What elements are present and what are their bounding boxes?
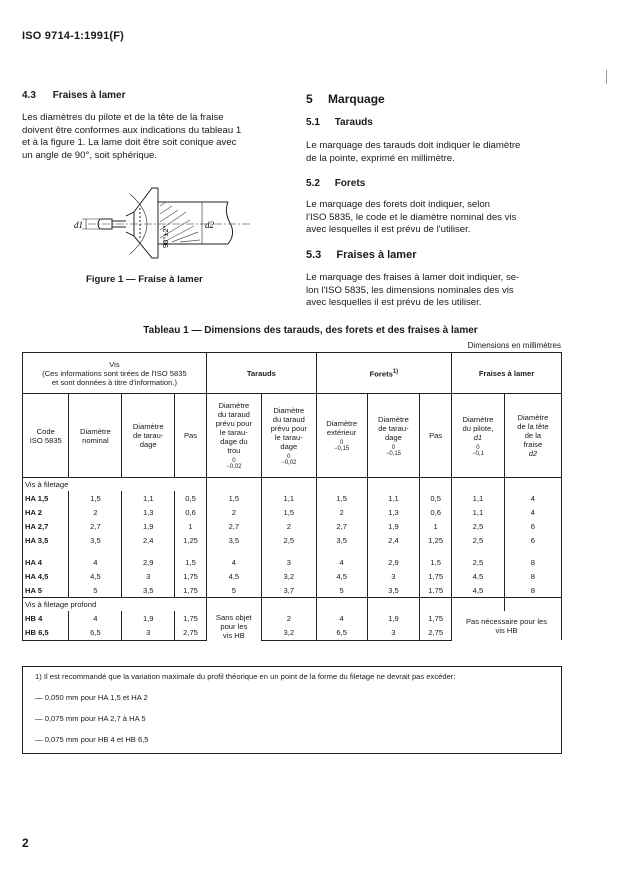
- cell: 1,1: [122, 491, 175, 505]
- cell: 2: [261, 611, 316, 625]
- cell: 1,3: [122, 505, 175, 519]
- para-line: avec lesquelles il est prévu de l'utiliser.: [306, 224, 471, 235]
- col-foret-taraudage: [367, 394, 420, 478]
- vis-note: et sont données à titre d'information.): [51, 377, 178, 387]
- cell: 6,5: [316, 625, 367, 640]
- cell: 2,7: [206, 519, 261, 533]
- label-angle: 90°±2°: [161, 225, 170, 248]
- hdr-line: de tarau-: [378, 423, 409, 433]
- para-line: l'ISO 5835, le code et le diamètre nominal des vis: [306, 211, 517, 223]
- cell-code: HA 1,5: [23, 491, 69, 505]
- table-row: [23, 583, 562, 598]
- cell: 3,2: [261, 569, 316, 583]
- hdr-line: du pilote,: [462, 423, 494, 433]
- para-line: lon l'ISO 5835, les dimensions nominales des vis: [306, 284, 514, 296]
- section-number: 5: [306, 92, 313, 106]
- cell: 4: [316, 611, 367, 625]
- section-5-3-heading: [306, 249, 416, 261]
- para-line: et à la figure 1. La lame doit être soit conique avec: [22, 137, 237, 148]
- section-5-1-paragraph: [306, 140, 560, 165]
- tol-upper: 0: [476, 444, 480, 451]
- hdr-line: prévu pour: [270, 423, 307, 433]
- section-4-3-heading: [22, 90, 126, 101]
- hdr-line: de la: [524, 431, 542, 440]
- section-5-1-heading: [306, 117, 373, 128]
- hdr-line: Diamètre: [79, 426, 111, 436]
- cell: 1,75: [420, 611, 452, 625]
- section-title: Tarauds: [334, 117, 373, 128]
- cell: 0,6: [175, 505, 207, 519]
- cell: 1,5: [316, 491, 367, 505]
- tolerance: [281, 454, 296, 466]
- hdr-line: prévu pour: [215, 419, 253, 428]
- hdr-line: dage: [139, 440, 157, 449]
- col-pas: Pas: [175, 394, 207, 478]
- cell: 8: [504, 555, 561, 569]
- section-row: [23, 598, 562, 612]
- tol-upper: 0: [287, 453, 291, 460]
- cell: 4,5: [69, 569, 122, 583]
- cell: 1,3: [367, 505, 420, 519]
- forets-group-header: [316, 353, 451, 394]
- hdr-line: Diamètre: [326, 419, 358, 428]
- cell-code: HA 4,5: [23, 569, 69, 583]
- margin-mark: [606, 70, 607, 84]
- table-row: [23, 533, 562, 547]
- cell: 2,7: [316, 519, 367, 533]
- cell: 2,9: [367, 555, 420, 569]
- cell: 1,1: [367, 491, 420, 505]
- footnote-line: — 0,075 mm pour HA 2,7 à HA 5: [35, 714, 146, 723]
- tolerance: [226, 458, 241, 470]
- table-row: [23, 491, 562, 505]
- cell: 1,9: [367, 611, 420, 625]
- pas-necessaire-cell: [452, 611, 562, 640]
- para-line: Les diamètres du pilote et de la tête de la fraise: [22, 112, 224, 123]
- tol-upper: 0: [339, 440, 344, 446]
- col-foret-pas: Pas: [420, 394, 452, 478]
- col-tete: [504, 394, 561, 478]
- table-row: [23, 555, 562, 569]
- section-5-2-heading: [306, 178, 365, 189]
- section-number: 5.3: [306, 249, 322, 261]
- hdr-line: du taraud: [272, 414, 305, 424]
- cell: 4: [69, 611, 122, 625]
- cell-code: HB 4: [23, 611, 69, 625]
- note-line: Sans objet: [215, 613, 252, 622]
- cell: 1,75: [420, 569, 452, 583]
- col-foret-exterieur: [316, 394, 367, 478]
- page-number: 2: [22, 836, 29, 850]
- cell: 3,5: [206, 533, 261, 547]
- section-5-2-paragraph: [306, 199, 560, 237]
- cell-code: HA 2,7: [23, 519, 69, 533]
- cell: 4: [69, 555, 122, 569]
- cell-code: HA 3,5: [23, 533, 69, 547]
- para-line: Le marquage des tarauds doit indiquer le diamètre: [306, 140, 521, 151]
- cell: 6: [504, 533, 561, 547]
- cell: 4: [504, 505, 561, 519]
- footnote-ref: 1): [392, 368, 399, 375]
- section-number: 4.3: [22, 90, 36, 101]
- hdr-line: trou: [227, 446, 241, 455]
- cell: 4,5: [452, 569, 505, 583]
- cell: 2,5: [452, 533, 505, 547]
- cell: 1,1: [261, 491, 316, 505]
- cell: 4,5: [206, 569, 261, 583]
- spacer-row: [23, 547, 562, 555]
- cell: 2,5: [261, 533, 316, 547]
- cell: 1,1: [452, 505, 505, 519]
- cell: 4: [316, 555, 367, 569]
- hdr-line: fraise: [523, 440, 543, 449]
- cell-code: HA 4: [23, 555, 69, 569]
- cell: 3,7: [261, 583, 316, 598]
- tol-upper: 0: [232, 458, 236, 464]
- cell: 3,5: [316, 533, 367, 547]
- hdr-line: nominal: [82, 435, 109, 445]
- cell: 2,5: [452, 519, 505, 533]
- cell: 1,75: [175, 611, 207, 625]
- col-pilote: [452, 394, 505, 478]
- cell: 2: [261, 519, 316, 533]
- hdr-line: de tarau-: [133, 431, 164, 440]
- cell: 4: [206, 555, 261, 569]
- cell: 5: [206, 583, 261, 598]
- cell: 1,9: [367, 519, 420, 533]
- cell: 3,5: [122, 583, 175, 598]
- cell: 0,5: [175, 491, 207, 505]
- figure-caption: Figure 1 — Fraise à lamer: [86, 274, 203, 285]
- tarauds-group-header: Tarauds: [206, 353, 316, 394]
- section-label: Vis à filetage profond: [23, 598, 207, 612]
- hdr-line: Diamètre: [517, 413, 549, 422]
- column-header-row: [23, 394, 562, 478]
- cell: 3: [367, 625, 420, 640]
- cell: 4: [504, 491, 561, 505]
- tolerance: [472, 445, 484, 457]
- cell: 1,5: [206, 491, 261, 505]
- cell: 3: [367, 569, 420, 583]
- para-line: avec lesquelles il est prévu de les utiliser.: [306, 297, 482, 308]
- vis-title: Vis: [109, 359, 120, 369]
- table-units: Dimensions en millimètres: [467, 341, 561, 350]
- vis-note: (Ces informations sont tirées de l'ISO 5835: [42, 368, 187, 378]
- col-taraud: [261, 394, 316, 478]
- hdr-line: de la tête: [517, 422, 549, 431]
- cell: 3: [122, 569, 175, 583]
- tol-lower: −0,02: [226, 464, 242, 470]
- tol-upper: 0: [391, 444, 396, 451]
- cell: 3,5: [367, 583, 420, 598]
- section-number: 5.1: [306, 117, 320, 128]
- table-row: [23, 519, 562, 533]
- hdr-line: dage du: [220, 437, 248, 446]
- cell: 4,5: [316, 569, 367, 583]
- tol-lower: −0,1: [472, 450, 484, 457]
- note-line: Pas nécessaire pour les: [465, 616, 548, 626]
- cell: 2: [206, 505, 261, 519]
- hdr-line: Code: [36, 426, 55, 436]
- hdr-line: Diamètre: [273, 405, 305, 415]
- tolerance: [386, 445, 401, 457]
- tol-lower: −0,15: [385, 450, 401, 457]
- cell: 2,75: [420, 625, 452, 640]
- para-line: doivent être conformes aux indications du tableau 1: [22, 124, 242, 136]
- col-nominal: [69, 394, 122, 478]
- cell: 2,5: [452, 555, 505, 569]
- cell: 2,75: [175, 625, 207, 640]
- cell: 2,9: [122, 555, 175, 569]
- cell: 1,9: [122, 611, 175, 625]
- cell: 8: [504, 569, 561, 583]
- vis-group-header: [23, 353, 207, 394]
- cell: 1,75: [175, 569, 207, 583]
- tol-lower: −0,15: [334, 446, 350, 452]
- cell: 3,5: [69, 533, 122, 547]
- cell: 1,25: [175, 533, 207, 547]
- cell: 1: [420, 519, 452, 533]
- para-line: Le marquage des fraises à lamer doit indiquer, se-: [306, 272, 520, 283]
- table-row: [23, 569, 562, 583]
- hdr-line: ISO 5835: [29, 435, 62, 445]
- hdr-line: d1: [473, 432, 483, 442]
- hdr-line: extérieur: [326, 428, 357, 437]
- hdr-line: dage: [280, 441, 298, 451]
- section-number: 5.2: [306, 178, 320, 189]
- cell: 1,9: [122, 519, 175, 533]
- sans-objet-cell: [206, 611, 261, 640]
- group-header-row: [23, 353, 562, 394]
- hdr-line: dage: [384, 432, 402, 442]
- hdr-line: d2: [528, 449, 538, 458]
- hdr-line: le tarau-: [219, 428, 248, 437]
- cell: 2,7: [69, 519, 122, 533]
- label-d1: d1: [74, 220, 83, 230]
- para-line: Le marquage des forets doit indiquer, selon: [306, 199, 491, 210]
- countersink-figure: [60, 182, 260, 264]
- cell: 6,5: [69, 625, 122, 640]
- table-row: [23, 611, 562, 625]
- tolerance: [334, 440, 349, 452]
- para-line: de la pointe, exprimé en millimètre.: [306, 152, 455, 164]
- cell: 1,1: [452, 491, 505, 505]
- cell: 6: [504, 519, 561, 533]
- cell: 1,5: [420, 555, 452, 569]
- cell: 0,6: [420, 505, 452, 519]
- cell: 1,5: [175, 555, 207, 569]
- hdr-line: le tarau-: [274, 432, 303, 442]
- footnote-line: 1) Il est recommandé que la variation maximale du profil théorique en un point de la forme du filetage ne devrait pas excéder:: [35, 672, 456, 681]
- cell: 1,5: [261, 505, 316, 519]
- para-line: un angle de 90°, soit sphérique.: [22, 149, 158, 161]
- note-line: pour les: [220, 622, 248, 631]
- hdr-line: Diamètre: [378, 414, 409, 424]
- cell: 2,4: [367, 533, 420, 547]
- cell: 3,2: [261, 625, 316, 640]
- hdr-line: Diamètre: [218, 401, 250, 410]
- section-title: Fraises à lamer: [336, 249, 417, 261]
- hdr-line: du taraud: [217, 410, 250, 419]
- cell: 1,5: [69, 491, 122, 505]
- fraises-group-header: Fraises à lamer: [452, 353, 562, 394]
- section-title: Forets: [334, 178, 366, 189]
- cell-code: HA 2: [23, 505, 69, 519]
- dimensions-table: [22, 352, 562, 641]
- section-4-3-paragraph: [22, 112, 284, 162]
- hdr-line: Diamètre: [132, 422, 164, 431]
- section-title: Fraises à lamer: [52, 90, 126, 101]
- hdr-line: Diamètre: [462, 414, 494, 424]
- cell: 2: [69, 505, 122, 519]
- cell: 5: [316, 583, 367, 598]
- table-footnote: [22, 666, 562, 754]
- cell: 4,5: [452, 583, 505, 598]
- cell-code: HB 6,5: [23, 625, 69, 640]
- cell-code: HA 5: [23, 583, 69, 598]
- cell: 1,75: [175, 583, 207, 598]
- cell: 1,75: [420, 583, 452, 598]
- note-line: vis HB: [222, 631, 245, 640]
- section-5-3-paragraph: [306, 272, 560, 310]
- cell: 3: [122, 625, 175, 640]
- cell: 0,5: [420, 491, 452, 505]
- note-line: vis HB: [495, 625, 518, 635]
- cell: 1,25: [420, 533, 452, 547]
- col-taraud-trou: [206, 394, 261, 478]
- col-taraudage: [122, 394, 175, 478]
- cell: 1: [175, 519, 207, 533]
- cell: 8: [504, 583, 561, 598]
- section-5-heading: [306, 92, 385, 106]
- footnote-line: — 0,075 mm pour HB 4 et HB 6,5: [35, 735, 149, 744]
- col-code: [23, 394, 69, 478]
- forets-title: Forets: [369, 369, 393, 379]
- footnote-line: — 0,050 mm pour HA 1,5 et HA 2: [35, 693, 148, 702]
- cell: 2,4: [122, 533, 175, 547]
- cell: 3: [261, 555, 316, 569]
- cell: 2: [316, 505, 367, 519]
- table-caption: Tableau 1 — Dimensions des tarauds, des forets et des fraises à lamer: [143, 325, 478, 336]
- section-label: Vis à filetage: [23, 478, 207, 492]
- section-title: Marquage: [328, 92, 385, 106]
- table-row: [23, 505, 562, 519]
- tol-lower: −0,02: [281, 459, 297, 466]
- label-d2: d2: [205, 220, 214, 230]
- section-row: [23, 478, 562, 492]
- cell: 5: [69, 583, 122, 598]
- document-header: ISO 9714-1:1991(F): [22, 30, 125, 42]
